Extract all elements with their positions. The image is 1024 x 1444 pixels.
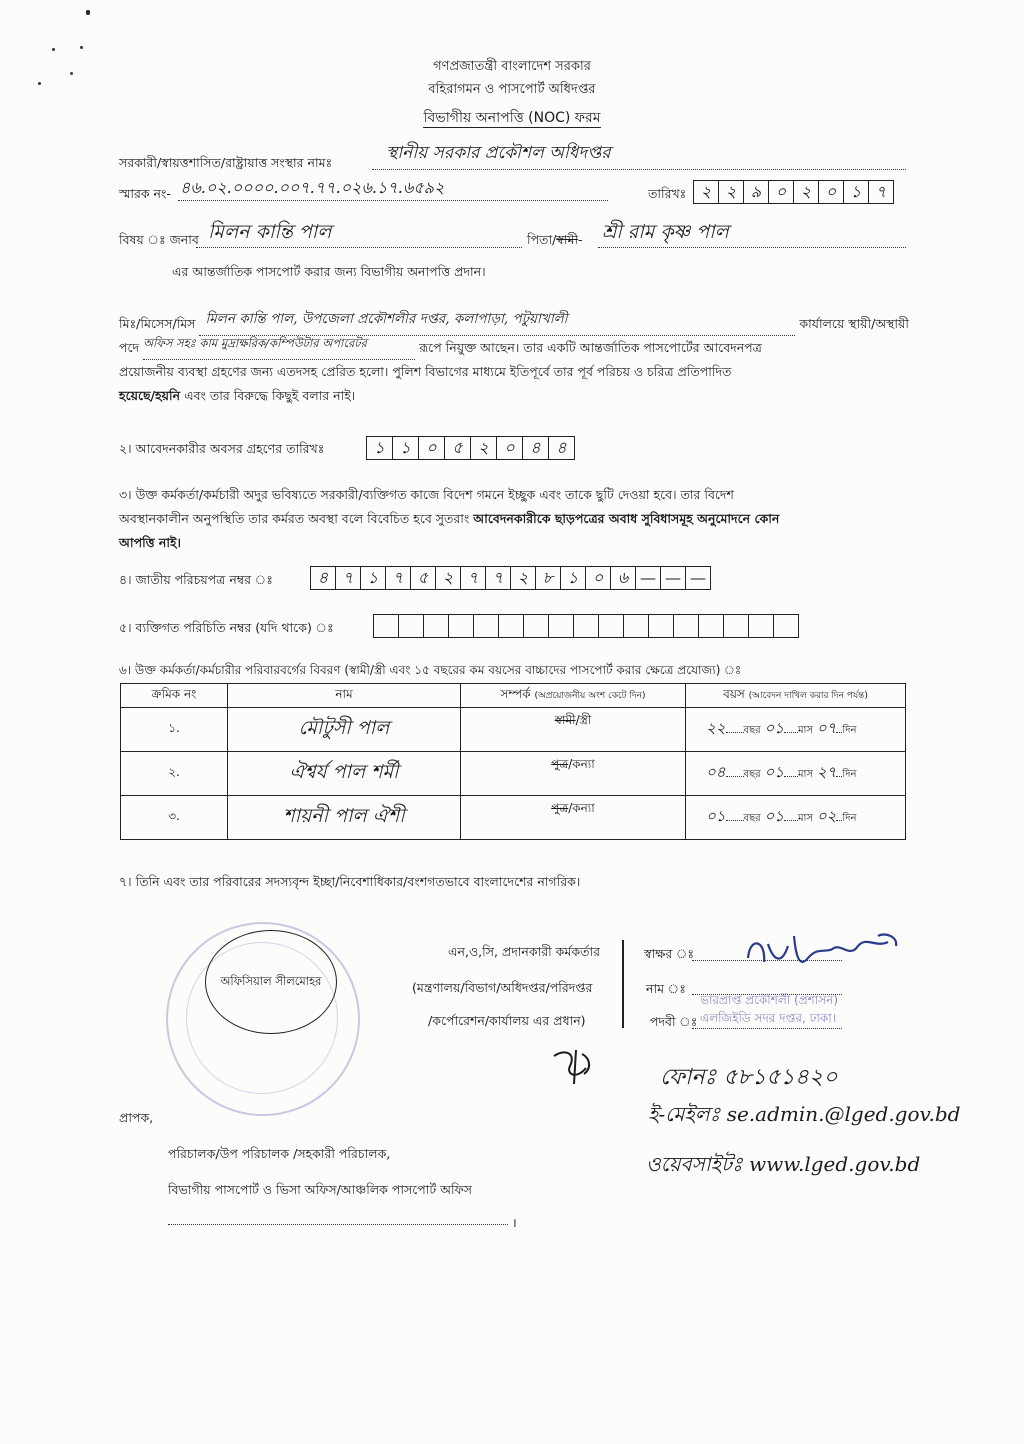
org-value: স্থানীয় সরকার প্রকৌশল অধিদপ্তর	[386, 143, 611, 163]
relation-strike: পুত্র	[551, 757, 569, 771]
scan-speck	[52, 48, 55, 51]
item2-label: ২। আবেদনকারীর অবসর গ্রহণের তারিখঃ	[119, 441, 325, 456]
item3-line2	[119, 507, 909, 531]
cell-name: ঐশ্বর্য পাল শর্মী	[228, 752, 461, 796]
date-digit: ৯	[744, 181, 769, 203]
item3-line2b: আবেদনকারীকে ছাড়পত্রের অবাধ সুবিধাসমূহ অনুমোদনে কোন	[473, 511, 780, 526]
pid-digit	[399, 615, 424, 637]
nid-digit: —	[661, 567, 686, 589]
contact-phone: ফোনঃ ৫৮১৫১৪২০	[660, 1065, 838, 1090]
item3-line2a: অবস্থানকালীন অনুপস্থিতি তার কর্মরত অবস্থা বলে বিবেচিত হবে সুতরাং	[119, 511, 470, 526]
nid-digit: ৭	[386, 567, 411, 589]
nid-digit: ৫	[411, 567, 436, 589]
pid-digit	[724, 615, 749, 637]
father-label: পিতা/স্বামী-	[527, 232, 583, 247]
official-seal-label: অফিসিয়াল সীলমোহর	[220, 973, 322, 988]
age-unit-month: মাস	[797, 725, 814, 736]
nid-digit: ০	[586, 567, 611, 589]
age-unit-day: দিন	[842, 813, 857, 824]
age-days: ০২	[816, 807, 837, 825]
age-unit-year: বছর	[743, 813, 761, 824]
pid-digit	[699, 615, 724, 637]
age-unit-year: বছর	[743, 725, 761, 736]
cell-relation	[461, 752, 686, 796]
father-strike: স্বামী	[556, 232, 579, 247]
pid-digit	[524, 615, 549, 637]
cell-name: মৌটুসী পাল	[228, 708, 461, 752]
age-unit-day: দিন	[842, 769, 857, 780]
date-digit: ০	[769, 181, 794, 203]
cell-relation	[461, 708, 686, 752]
authority-line1: এন,ও,সি, প্রদানকারী কর্মকর্তার	[448, 944, 600, 959]
nid-digit: ৬	[611, 567, 636, 589]
para1-mid1: কার্যালয়ে স্থায়ী/অস্থায়ী	[799, 316, 909, 331]
contact-web: ওয়েবসাইটঃ www.lged.gov.bd	[646, 1152, 921, 1176]
memo-field	[178, 178, 608, 201]
relation-strike: স্বামী	[554, 713, 576, 727]
col-name: নাম	[228, 684, 461, 708]
official-seal-oval	[205, 930, 337, 1034]
family-table	[120, 683, 906, 840]
personal-id-boxes	[373, 614, 799, 638]
nid-digit: ২	[511, 567, 536, 589]
para1-bold: হয়েছে/হয়নি	[119, 388, 181, 403]
item3-line3: আপত্তি নাই।	[119, 535, 181, 550]
officer-stamp-line1: ভারপ্রাপ্ত প্রকৌশলী (প্রশাসন)	[700, 993, 839, 1007]
date-digit: ৭	[875, 182, 887, 201]
cell-age	[686, 708, 906, 752]
item3	[119, 483, 909, 555]
nid-digit: ৮	[536, 567, 561, 589]
authority-divider	[622, 940, 624, 1028]
pid-digit	[549, 615, 574, 637]
item6-label: ৬। উক্ত কর্মকর্তা/কর্মচারীর পরিবারবর্গের বিবরণ (স্বামী/স্ত্রী এবং ১৫ বছরের কম বয়সের বাচ্চাদের পাসপোর্ট করার ক্ষেত্রে প্রযোজ্য) ঃ	[119, 663, 742, 677]
age-years: ০৪	[706, 763, 726, 781]
initials-mark	[546, 1044, 606, 1088]
retirement-digit: ১	[393, 437, 419, 459]
cell-serial: ২.	[121, 752, 228, 796]
para1-handwritten2: অফিস সহঃ কাম মুদ্রাক্ষরিক/কম্পিউটার অপারেটর	[143, 336, 367, 350]
father-name-field	[598, 221, 906, 248]
header-govt: গণপ্রজাতন্ত্রী বাংলাদেশ সরকার	[433, 59, 591, 74]
para1-line2	[119, 336, 909, 360]
para1-rest1: রূপে নিয়ুক্ত আছেন। তার একটি আন্তর্জাতিক পাসপোর্টের আবেদনপত্র	[419, 340, 762, 355]
pid-digit	[624, 615, 649, 637]
pid-digit	[374, 615, 399, 637]
authority-line2: (মন্ত্রণালয়/বিভাগ/অধিদপ্তর/পরিদপ্তর	[412, 980, 593, 995]
pid-digit	[674, 615, 699, 637]
father-label-text: পিতা/	[527, 232, 557, 247]
col-relation	[461, 684, 686, 708]
item5-label: ৫। ব্যক্তিগত পরিচিতি নম্বর (যদি থাকে) ঃ	[119, 620, 334, 635]
nid-digit: ৭	[336, 567, 361, 589]
scan-speck	[86, 10, 90, 15]
date-digit: ০	[819, 181, 844, 203]
item4-label: ৪। জাতীয় পরিচয়পত্র নম্বর ঃ	[119, 572, 273, 587]
nid-digit: ৪	[311, 567, 336, 589]
para1-line3: প্রয়োজনীয় ব্যবস্থা গ্রহণের জন্য এতদসহ প্রেরিত হলো। পুলিশ বিভাগের মাধ্যমে ইতিপূর্বে তার পূর্ব পরিচয় ও চরিত্র প্রতিপাদিত	[119, 364, 732, 379]
nid-digit: ১	[561, 567, 586, 589]
recipient-line1: পরিচালক/উপ পরিচালক /সহকারী পরিচালক,	[168, 1146, 391, 1161]
age-years: ২২	[706, 719, 726, 737]
contact-email: ই-মেইলঃ se.admin.@lged.gov.bd	[648, 1102, 961, 1126]
cell-age	[686, 796, 906, 840]
nid-digit: ৭	[486, 567, 511, 589]
form-title-text: বিভাগীয় অনাপত্তি (NOC) ফরম	[423, 110, 601, 126]
pid-digit	[574, 615, 599, 637]
pid-digit	[449, 615, 474, 637]
para1-line4	[119, 384, 909, 408]
para1-handwritten1: মিলন কান্তি পাল, উপজেলা প্রকৌশলীর দপ্তর, কলাপাড়া, পটুয়াখালী	[205, 311, 568, 327]
memo-date-boxes	[693, 180, 894, 204]
age-months: ০১	[764, 763, 784, 781]
age-unit-day: দিন	[842, 725, 857, 736]
retirement-digit: ১	[367, 437, 393, 459]
col-relation-text: সম্পর্ক	[500, 686, 531, 701]
retirement-digit: ০	[419, 437, 445, 459]
cell-name: শায়নী পাল ঐশী	[228, 796, 461, 840]
para1-prefix: মিঃ/মিসেস/মিস	[119, 316, 196, 331]
subject-name: মিলন কান্তি পাল	[208, 221, 332, 243]
memo-label: স্মারক নং-	[119, 186, 171, 201]
recipient-line2: বিভাগীয় পাসপোর্ট ও ভিসা অফিস/আঞ্চলিক পাসপোর্ট অফিস	[168, 1182, 472, 1197]
subject-label: বিষয় ঃ জনাব	[119, 232, 199, 247]
para1-field2	[143, 336, 415, 360]
age-months: ০১	[764, 719, 784, 737]
pid-digit	[499, 615, 524, 637]
retirement-digit: ৪	[523, 437, 549, 459]
pid-digit	[599, 615, 624, 637]
retirement-digit: ২	[471, 437, 497, 459]
authority-line3: /কর্পোরেশন/কার্যালয় এর প্রধান)	[428, 1013, 586, 1028]
age-years: ০১	[706, 807, 726, 825]
age-unit-month: মাস	[797, 813, 814, 824]
retirement-digit: ০	[497, 437, 523, 459]
org-field	[372, 143, 906, 170]
pid-digit	[774, 615, 798, 637]
cell-relation	[461, 796, 686, 840]
table-row	[121, 708, 906, 752]
nid-digit: ২	[436, 567, 461, 589]
pid-digit	[474, 615, 499, 637]
nid-boxes	[310, 566, 711, 590]
cell-serial: ১.	[121, 708, 228, 752]
pid-digit	[424, 615, 449, 637]
age-days: ২৭	[816, 763, 837, 781]
retirement-date-boxes	[366, 436, 575, 460]
pid-digit	[749, 615, 774, 637]
header-department: বহিরাগমন ও পাসপোর্ট অধিদপ্তর	[428, 82, 596, 97]
subject-line2: এর আন্তর্জাতিক পাসপোর্ট করার জন্য বিভাগীয় অনাপত্তি প্রদান।	[172, 264, 486, 279]
relation-rest: /কন্যা	[568, 757, 595, 771]
form-title	[0, 106, 1024, 130]
cell-age	[686, 752, 906, 796]
para1	[119, 312, 909, 408]
col-relation-note: (অপ্রয়োজনীয় অংশ কেটে দিন)	[534, 690, 646, 701]
post-label: পদবী ঃ	[650, 1014, 698, 1029]
col-age-note: (আবেদন দাখিল করার দিন পর্যন্ত)	[748, 690, 868, 701]
father-name: শ্রী রাম কৃষ্ণ পাল	[602, 221, 729, 243]
item3-line1: ৩। উক্ত কর্মকর্তা/কর্মচারী অদুর ভবিষ্যতে সরকারী/ব্যক্তিগত কাজে বিদেশ গমনে ইচ্ছুক এবং তাকে ছুটি দেওয়া হবে। তার বিদেশ	[119, 487, 734, 502]
retirement-digit: ৫	[445, 437, 471, 459]
nid-digit: —	[636, 567, 661, 589]
table-row	[121, 752, 906, 796]
relation-rest: /স্ত্রী	[575, 713, 592, 727]
date-digit: ১	[844, 181, 869, 203]
age-unit-month: মাস	[797, 769, 814, 780]
officer-stamp-line2: এলজিইডি সদর দপ্তর, ঢাকা।	[700, 1011, 837, 1025]
col-age	[686, 684, 906, 708]
sign-label: স্বাক্ষর ঃ	[644, 946, 695, 961]
relation-strike: পুত্র	[551, 801, 569, 815]
nid-digit: —	[690, 568, 706, 587]
para1-rest3: এবং তার বিরুদ্ধে কিছুই বলার নাই।	[184, 388, 356, 403]
recipient-line3-field	[168, 1212, 508, 1225]
age-unit-year: বছর	[743, 769, 761, 780]
relation-rest: /কন্যা	[568, 801, 595, 815]
date-digit: ২	[794, 181, 819, 203]
col-age-text: বয়স	[723, 686, 745, 701]
age-months: ০১	[764, 807, 784, 825]
item7: ৭। তিনি এবং তার পরিবারের সদস্যবৃন্দ ইচ্ছা/নিবেশাধিকার/বংশগতভাবে বাংলাদেশের নাগরিক।	[119, 874, 581, 889]
retirement-digit: ৪	[556, 438, 567, 457]
subject-name-field	[196, 221, 522, 248]
cell-serial: ৩.	[121, 796, 228, 840]
col-serial: ক্রমিক নং	[121, 684, 228, 708]
table-row	[121, 796, 906, 840]
nid-digit: ১	[361, 567, 386, 589]
recipient-label: প্রাপক,	[119, 1110, 154, 1125]
date-label: তারিখঃ	[648, 186, 687, 201]
recipient-line3: ।	[512, 1215, 517, 1230]
pid-digit	[649, 615, 674, 637]
name-label: নাম ঃ	[646, 981, 686, 996]
memo-value: ৪৬.০২.০০০০.০০৭.৭৭.০২৬.১৭.৬৫৯২	[180, 178, 445, 197]
nid-digit: ৭	[461, 567, 486, 589]
age-days: ০৭	[816, 719, 837, 737]
org-label: সরকারী/স্বায়ত্তশাসিত/রাষ্ট্রায়াত্ত সংস্থার নামঃ	[119, 155, 333, 170]
date-digit: ২	[694, 181, 719, 203]
para1-prefix2: পদে	[119, 340, 140, 355]
date-digit: ২	[719, 181, 744, 203]
scan-speck	[80, 46, 83, 49]
